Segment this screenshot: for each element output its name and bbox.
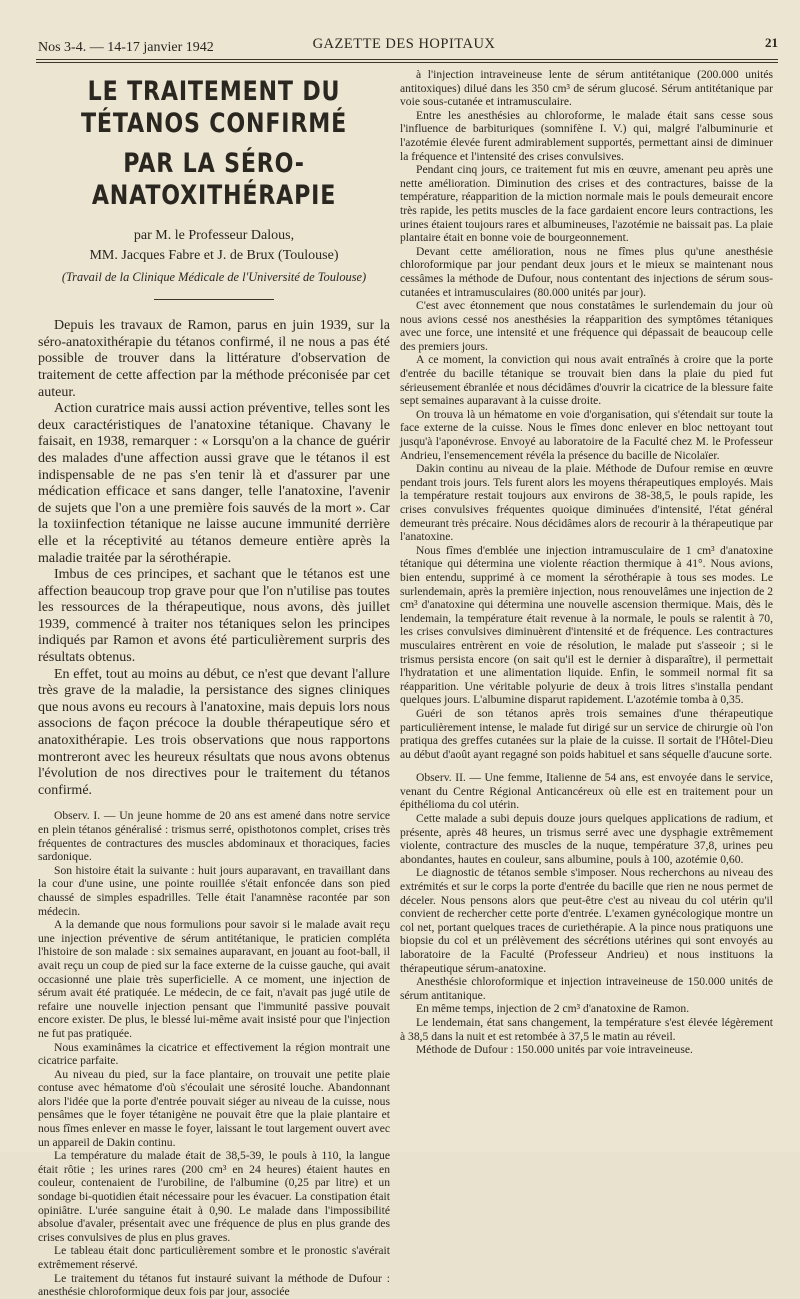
paragraph: Dakin continu au niveau de la plaie. Méthode de Dufour remise en œuvre pendant trois jours. Tels furent alors les moyens thérapeutiques employés. Mais la température restait toujours aux environs de 38-38,5, le pouls rapide, les crises convulsives fréquentes quoique diminuées d'intensité, l'état général demeurant très précaire. Nous décidâmes alors de recourir à la thérapeutique par l'anatoxine. xyxy=(400,462,773,544)
issue-date: Nos 3-4. — 14-17 janvier 1942 xyxy=(38,40,214,55)
page-number: 21 xyxy=(765,35,778,50)
paragraph: A ce moment, la conviction qui nous avait entraînés à croire que la porte d'entrée du bacille tétanique se trouvait bien dans la plaie du pied fut sérieusement ébranlée et nous décidâmes d'ouvrir la cicatrice de la blessure faite sept semaines auparavant à la cuisse droite. xyxy=(400,353,773,408)
running-header xyxy=(30,36,778,58)
paragraph: Cette malade a subi depuis douze jours quelques applications de radium, et présente, après 48 heures, un trismus serré avec une dysphagie extrêmement violente, contracture des muscles de la nuque, température 37,8, urines peu abondantes, hautes en couleur, sans albumine, pouls à 100, azotémie 0,60. xyxy=(400,812,773,866)
paragraph: Nous examinâmes la cicatrice et effectivement la région montrait une cicatrice parfaite. xyxy=(38,1040,390,1068)
article-title-line1: LE TRAITEMENT DU TÉTANOS CONFIRMÉ xyxy=(80,76,348,139)
title-divider xyxy=(154,299,274,300)
paragraph: Nous fîmes d'emblée une injection intramusculaire de 1 cm³ d'anatoxine tétanique qui détermina une violente réaction thermique à 41°. Nous avions, bien entendu, supprimé à ce moment la sérothérapie à tous ses modes. Le surlendemain, après la première injection, nous renouvelâmes une injection de 2 cm³ d'anatoxine qui détermina une nouvelle ascension thermique. Mais, dès le lendemain, la température était revenue à la normale, le pouls se ralentit à 70, les crises convulsives diminuèrent d'intensité et de fréquence. Les contractures musculaires entrèrent en voie de résolution, le malade put s'asseoir ; si le trismus persista encore (on sait qu'il est le dernier à disparaître), il permettait l'hydratation et une alimentation liquide. Enfin, le sommeil normal fit sa réapparition. Une véritable polyurie de deux à trois litres s'installa pendant quelques jours. L'albumine disparut rapidement. L'azotémie tomba à 0,35. xyxy=(400,543,773,707)
byline-coauthors: MM. Jacques Fabre et J. de Brux (Toulouse) xyxy=(89,248,339,263)
header-rule-2 xyxy=(36,62,778,63)
paragraph: A la demande que nous formulions pour savoir si le malade avait reçu une injection préventive de sérum antitétanique, le praticien compléta l'histoire de son malade : six semaines auparavant, en jouant au foot-ball, il avait reçu un coup de pied sur la face externe de la cuisse gauche, qui avait occasionné une plaie très superficielle. A ce moment, une injection de sérum avait été pratiquée. Le médecin, de ce fait, n'avait pas jugé utile de refaire une nouvelle injection pensant que l'immunité passive pouvait encore exister. De plus, le blessé lui-même avait insisté pour que l'injection ne fut pas pratiquée. xyxy=(38,918,390,1040)
article-title-line2: PAR LA SÉRO-ANATOXITHÉRAPIE xyxy=(91,148,337,211)
paragraph: Entre les anesthésies au chloroforme, le malade était sans cesse sous l'influence de barbituriques (somnifène I. V.) qui, malgré l'albuminurie et l'azotémie élevée furent admirablement supportés, permettant ainsi de diminuer la fréquence et l'intensité des crises convulsives. xyxy=(400,108,773,163)
journal-name: GAZETTE DES HOPITAUX xyxy=(312,36,496,52)
paragraph: à l'injection intraveineuse lente de sérum antitétanique (200.000 unités antitoxiques) dilué dans les 350 cm³ de sérum glucosé. Sérum antitétanique par voie sous-cutanée et intramusculaire. xyxy=(400,68,773,109)
observation-1-heading: Observ. I. — Un jeune homme de 20 ans est amené dans notre service en plein tétanos généralisé : trismus serré, opisthotonos complet, crises très fréquentes de contractures des muscles abdominaux et thoraciques, facies sardonique. xyxy=(38,809,390,864)
paragraph: Action curatrice mais aussi action préventive, telles sont les deux caractéristiques de l'anatoxine tétanique. Chavany le faisait, en 1938, remarquer : « Lorsqu'on a la chance de guérir des malades d'une affection aussi grave que le tétanos il est indispensable de ne pas s'en tenir là et d'assurer par une médication efficace et sans danger, telle l'anatoxine, l'avenir de sujets que l'on a une première fois sauvés de la mort ». Car la toxiinfection tétanique ne laisse aucune immunité derrière elle et la réceptivité au tétanos demeure entière après la maladie traitée par la sérothérapie. xyxy=(38,401,390,566)
paragraph: Anesthésie chloroformique et injection intraveineuse de 150.000 unités de sérum antitanique. xyxy=(400,975,773,1002)
paragraph: Imbus de ces principes, et sachant que le tétanos est une affection beaucoup trop grave pour que l'on n'utilise pas toutes les ressources de la thérapeutique, nous avons, dès juillet 1939, commencé à traiter nos tétaniques selon les principes indiqués par Ramon et avons été particulièrement surpris des résultats obtenus. xyxy=(38,567,390,666)
paragraph: En même temps, injection de 2 cm³ d'anatoxine de Ramon. xyxy=(416,1002,690,1016)
paragraph: En effet, tout au moins au début, ce n'est que devant l'allure très grave de la maladie, la persistance des signes cliniques que nous avons eu recours à l'anatoxine, mais depuis lors nous associons de façon précoce la double thérapeutique séro et anatoxithérapie. Les trois observations que nous rapportons montreront avec les heureux résultats que nous avons obtenus l'évolution de nos directives pour le traitement du tétanos confirmé. xyxy=(38,666,390,798)
header-rule xyxy=(36,59,778,60)
left-column xyxy=(38,68,390,1299)
byline-professor: par M. le Professeur Dalous, xyxy=(133,228,295,243)
paragraph: Pendant cinq jours, ce traitement fut mis en œuvre, amenant peu après une nette amélioration. Diminution des crises et des contractures, baisse de la température, réapparition de la miction normale mais le pouls demeurait encore très rapide, les petits muscles de la face gardaient encore leurs contractions, les urines étaient toujours rares et albumineuses, l'azotémie ne baissait pas. La plaie plantaire était en bonne voie de bourgeonnement. xyxy=(400,163,773,245)
paragraph: Au niveau du pied, sur la face plantaire, on trouvait une petite plaie contuse avec hématome d'où s'écoulait une sérosité louche. Abandonnant alors l'idée que la porte d'entrée pouvait siéger au niveau de la cuisse, nous pensâmes que le foyer tétanigène ne pouvait être que la plaie plantaire et nous fîmes enlever en masse le foyer, laissant le tout largement ouvert avec un appareil de Dakin continu. xyxy=(38,1067,390,1149)
paragraph: Le traitement du tétanos fut instauré suivant la méthode de Dufour : anesthésie chloroformique deux fois par jour, associée xyxy=(38,1271,390,1299)
paragraph: C'est avec étonnement que nous constatâmes le surlendemain du jour où nous avions cessé nos anesthésies la réapparition des symptômes tétaniques avec une force, une intensité et une fréquence qui dépassait de beaucoup celle des premiers jours. xyxy=(400,299,773,353)
paragraph: Méthode de Dufour : 150.000 unités par voie intraveineuse. xyxy=(416,1043,693,1057)
paragraph: Devant cette amélioration, nous ne fîmes plus qu'une anesthésie chloroformique par jour pendant deux jours et le mieux se maintenant nous cessâmes la méthode de Dufour, nous contentant des injections de sérum sous-cutanées et intramusculaires (80.000 unités par jour). xyxy=(400,244,773,299)
paragraph: Le diagnostic de tétanos semble s'imposer. Nous recherchons au niveau des extrémités et sur le corps la porte d'entrée du bacille que rien ne nous permet de déceler. Nous pensons alors que peut-être c'est au niveau du col utérin qu'il convient de rechercher cette porte d'entrée. L'examen gynécologique montre un col net, portant quelques traces de curiethérapie. A la pince nous pratiquons une biopsie du col et un prélèvement des sécrétions utérines qui sont envoyés au laboratoire de la Faculté (Professeur Andrieu) et nous instituons la thérapeutique sérum-anatoxine. xyxy=(400,866,773,975)
paragraph: Guéri de son tétanos après trois semaines d'une thérapeutique particulièrement intense, le malade fut dirigé sur un service de chirurgie où l'on pratiqua des greffes cutanées sur la plaie de la cuisse. Il sortait de l'Hôtel-Dieu au début d'août ayant regagné son poids habituel et sans séquelle d'aucune sorte. xyxy=(400,706,773,761)
paragraph: La température du malade était de 38,5-39, le pouls à 110, la langue était rôtie ; les urines rares (200 cm³ en 24 heures) étaient hautes en couleur, contenaient de l'urobiline, de l'albumine (0,25 par litre) et un sondage bi-quotidien était nécessaire pour les évacuer. La constipation était opiniâtre. L'urée sanguine était à 0,90. Le malade dans l'impossibilité absolue d'avaler, présentait avec une fréquence de plus en plus grande des crises convulsives de plus en plus graves. xyxy=(38,1149,390,1244)
paragraph: Son histoire était la suivante : huit jours auparavant, en travaillant dans la cour d'une usine, une pointe rouillée s'était enfoncée dans son pied chaussé de simples espadrilles. Telle était l'anamnèse racontée par son médecin. xyxy=(38,863,390,918)
paragraph: Le lendemain, état sans changement, la température s'est élevée légèrement à 38,5 dans la nuit et est retombée à 37,5 le matin au réveil. xyxy=(400,1015,773,1043)
observation-2-heading: Observ. II. — Une femme, Italienne de 54 ans, est envoyée dans le service, venant du Centre Régional Anticancéreux où elle est en traitement pour un épithélioma du col utérin. xyxy=(400,771,773,812)
paragraph: Le tableau était donc particulièrement sombre et le pronostic s'avérait extrêmement réservé. xyxy=(38,1244,390,1272)
right-column xyxy=(400,68,773,1057)
paragraph: On trouva là un hématome en voie d'organisation, qui s'étendait sur toute la face externe de la cuisse. Nous le fîmes donc enlever en bloc nettoyant tout jusqu'à l'aponévrose. Envoyé au laboratoire de la Faculté chez M. le Professeur Andrieu, l'ensemencement révéla la présence du bacille de Nicolaïer. xyxy=(400,407,773,462)
affiliation: (Travail de la Clinique Médicale de l'Université de Toulouse) xyxy=(61,270,367,284)
paragraph: Depuis les travaux de Ramon, parus en juin 1939, sur la séro-anatoxithérapie du tétanos confirmé, il ne nous a pas été possible de trouver dans la littérature d'observation de traitement de cette affection par la méthode préconisée par cet auteur. xyxy=(38,318,390,400)
